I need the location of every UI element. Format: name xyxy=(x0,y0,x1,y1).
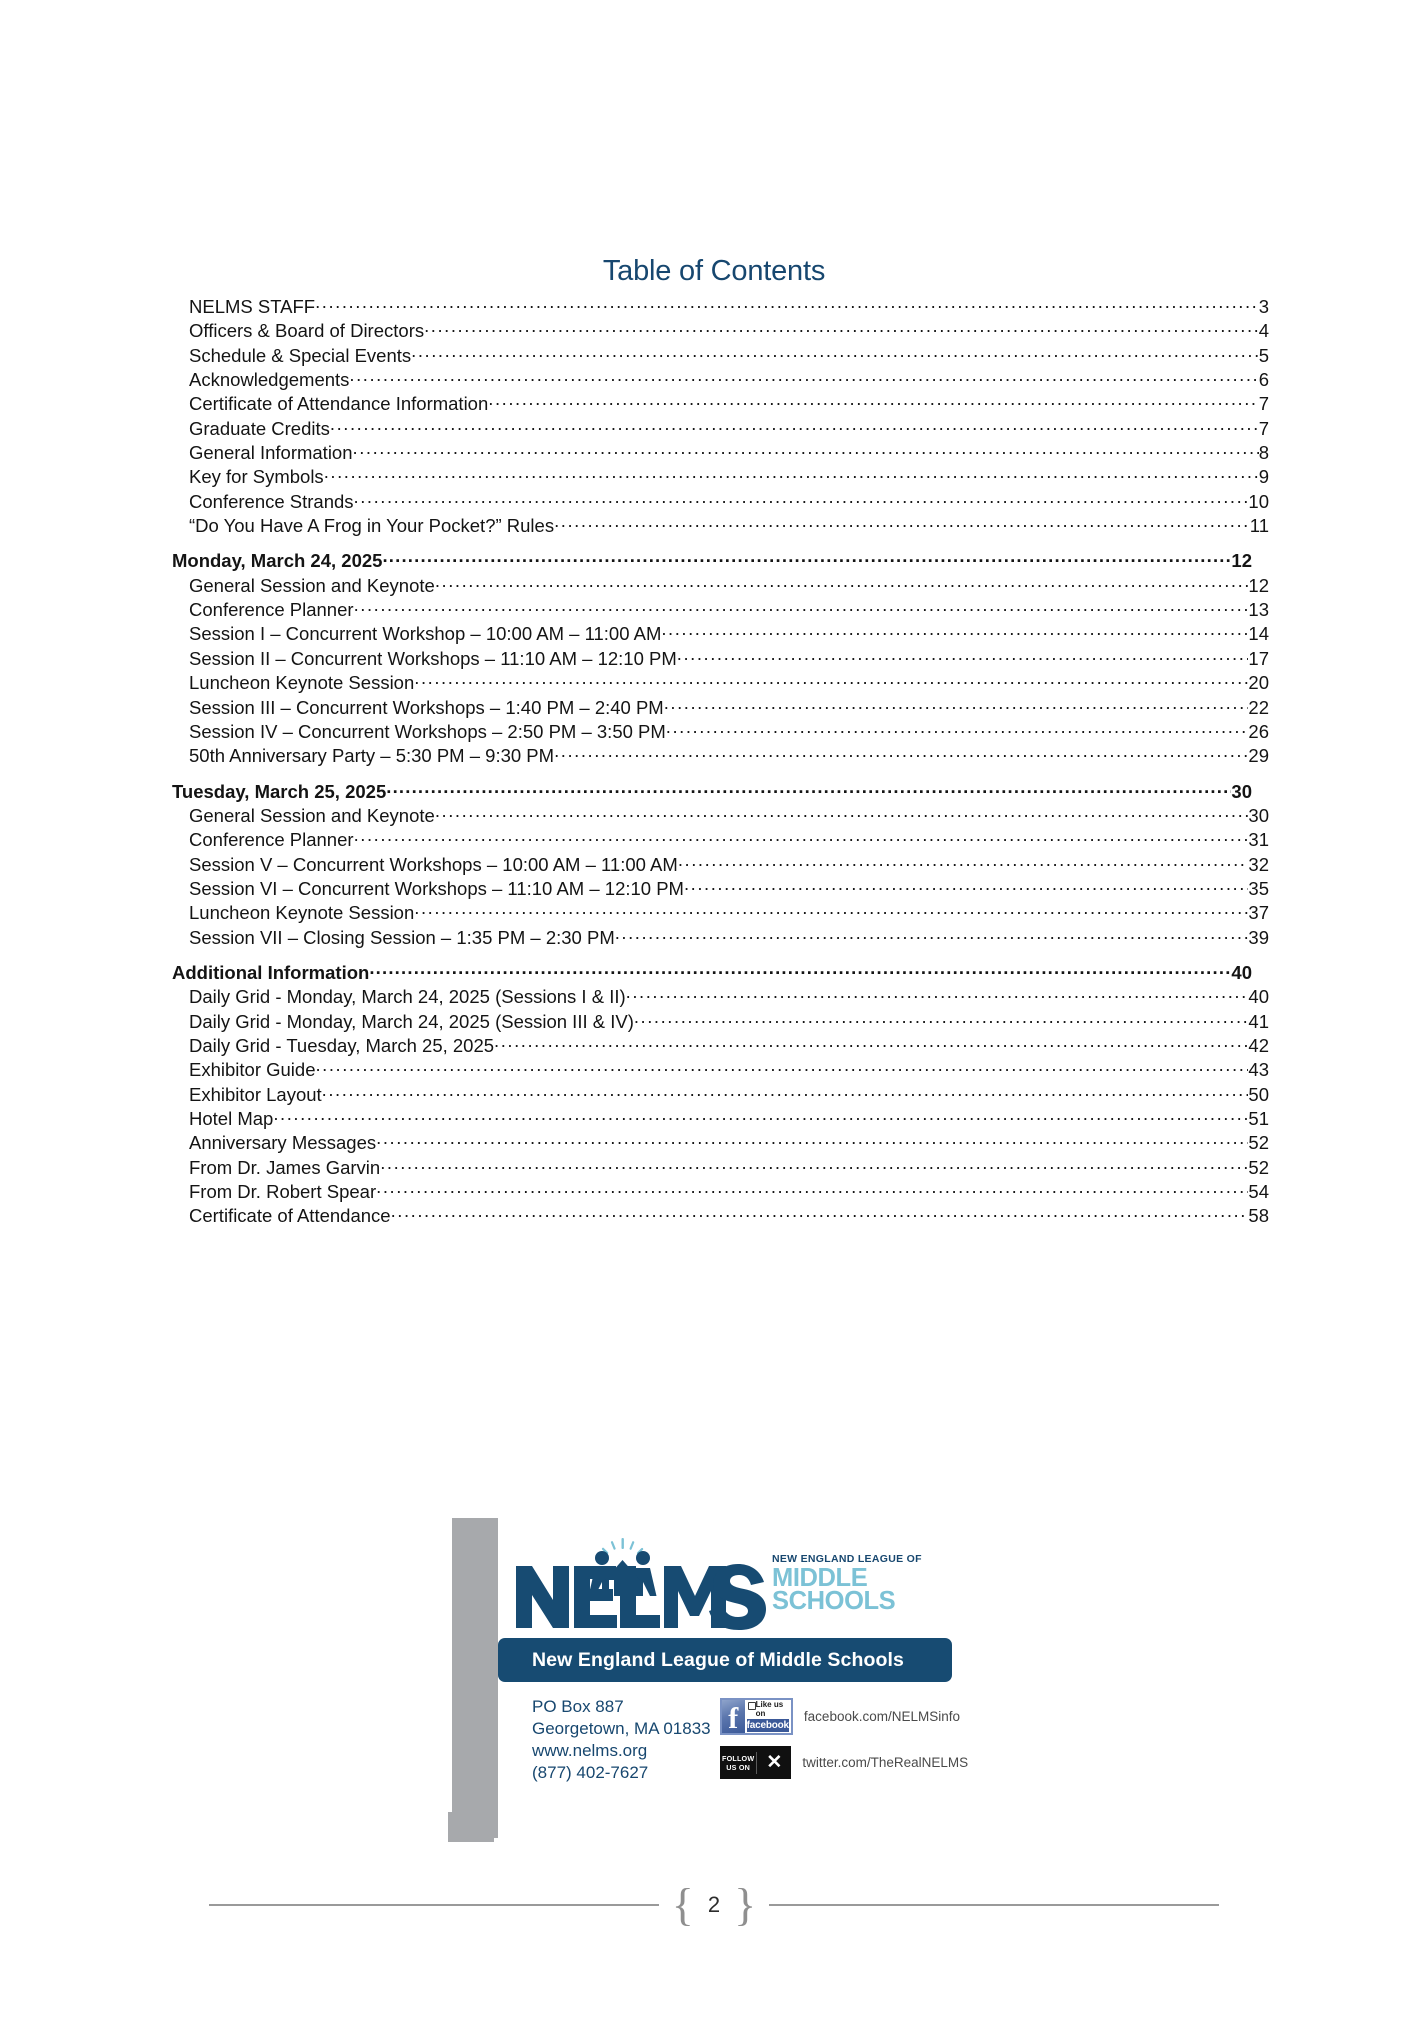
toc-entry-page: 31 xyxy=(1248,829,1269,851)
toc-leader-dots xyxy=(615,926,1249,944)
toc-entry[interactable] xyxy=(172,295,1269,319)
toc-entry[interactable] xyxy=(172,877,1269,901)
toc-entry-label: 50th Anniversary Party – 5:30 PM – 9:30 PM xyxy=(189,745,555,767)
toc-leader-dots xyxy=(330,417,1259,435)
toc-entry[interactable] xyxy=(172,490,1269,514)
twitter-row xyxy=(720,1746,969,1779)
toc-leader-dots xyxy=(369,961,1231,979)
toc-entry-page: 41 xyxy=(1248,1010,1269,1032)
toc-entry-label: General Session and Keynote xyxy=(189,804,435,826)
toc-entry[interactable] xyxy=(172,1204,1269,1228)
toc-entry-label: Conference Planner xyxy=(189,599,354,621)
toc-entry-label: Luncheon Keynote Session xyxy=(189,902,415,924)
toc-entry-page: 5 xyxy=(1258,344,1269,366)
toc-entry-label: Additional Information xyxy=(172,961,370,983)
toc-leader-dots xyxy=(386,780,1231,798)
toc-leader-dots xyxy=(315,295,1259,313)
toc-leader-dots xyxy=(380,1156,1248,1174)
page-footer xyxy=(0,1875,1428,1935)
toc-entry[interactable] xyxy=(172,671,1269,695)
toc-entry-page: 29 xyxy=(1248,745,1269,767)
toc-entry[interactable] xyxy=(172,696,1269,720)
tagline-middle: MIDDLE xyxy=(772,1563,868,1592)
social-links xyxy=(720,1698,969,1790)
toc-entry-label: Exhibitor Layout xyxy=(189,1083,322,1105)
toc-entry-page: 30 xyxy=(1248,804,1269,826)
toc-leader-dots xyxy=(382,549,1231,567)
facebook-url[interactable]: facebook.com/NELMSinfo xyxy=(803,1709,960,1724)
toc-entry-page: 7 xyxy=(1258,417,1269,439)
toc-entry-label: Schedule & Special Events xyxy=(189,344,412,366)
page-number: 2 xyxy=(707,1892,721,1917)
twitter-url[interactable]: twitter.com/TheRealNELMS xyxy=(802,1755,969,1770)
toc-entry-label: Tuesday, March 25, 2025 xyxy=(172,780,387,802)
toc-entry[interactable] xyxy=(172,1010,1269,1034)
toc-entry-page: 7 xyxy=(1258,393,1269,415)
toc-entry-label: “Do You Have A Frog in Your Pocket?” Rules xyxy=(189,515,555,537)
toc-entry-page: 30 xyxy=(1231,780,1252,802)
toc-entry[interactable] xyxy=(172,901,1269,925)
tagline-schools: SCHOOLS xyxy=(772,1586,896,1615)
toc-entry-page: 54 xyxy=(1248,1181,1269,1203)
toc-entry-label: Conference Planner xyxy=(189,829,354,851)
toc-entry[interactable] xyxy=(172,926,1269,950)
toc-entry[interactable] xyxy=(172,720,1269,744)
toc-entry-page: 51 xyxy=(1248,1108,1269,1129)
toc-entry-label: Officers & Board of Directors xyxy=(189,320,425,342)
toc-entry-page: 9 xyxy=(1258,466,1269,488)
toc-leader-dots xyxy=(494,1034,1248,1052)
toc-entry-page: 40 xyxy=(1248,986,1269,1008)
toc-entry-page: 3 xyxy=(1258,296,1269,317)
toc-entry-page: 37 xyxy=(1248,902,1269,924)
toc-entry-page: 43 xyxy=(1248,1059,1269,1081)
toc-leader-dots xyxy=(349,368,1258,386)
toc-entry[interactable] xyxy=(172,392,1269,416)
toc-entry-page: 17 xyxy=(1248,647,1269,669)
toc-entry-label: Daily Grid - Monday, March 24, 2025 (Session III & IV) xyxy=(189,1010,634,1032)
toc-entry-page: 10 xyxy=(1248,490,1269,512)
toc-leader-dots xyxy=(322,1083,1249,1101)
contact-po-box: PO Box 887 xyxy=(532,1697,624,1716)
toc-entry-page: 26 xyxy=(1248,720,1269,742)
toc-entry-page: 52 xyxy=(1248,1132,1269,1154)
toc-leader-dots xyxy=(488,392,1258,410)
contact-phone: (877) 402-7627 xyxy=(532,1763,649,1783)
toc-entry[interactable] xyxy=(172,744,1269,768)
toc-entry-page: 58 xyxy=(1248,1205,1269,1227)
toc-entry[interactable] xyxy=(172,1107,1269,1131)
toc-entry[interactable] xyxy=(172,344,1269,368)
toc-entry[interactable] xyxy=(172,574,1269,598)
toc-leader-dots xyxy=(666,720,1249,738)
toc-leader-dots xyxy=(376,1131,1248,1149)
toc-entry[interactable] xyxy=(172,441,1269,465)
toc-leader-dots xyxy=(273,1107,1248,1125)
toc-entry-page: 42 xyxy=(1248,1034,1269,1056)
twitter-follow-label: FOLLOW US ON xyxy=(722,1753,755,1772)
toc-entry-page: 8 xyxy=(1258,442,1269,464)
toc-leader-dots xyxy=(664,696,1249,714)
twitter-x-icon[interactable] xyxy=(720,1746,791,1779)
toc-leader-dots xyxy=(376,1180,1248,1198)
toc-entry[interactable] xyxy=(172,417,1269,441)
toc-entry-label: General Session and Keynote xyxy=(189,574,435,596)
toc-entry-label: Exhibitor Guide xyxy=(189,1059,316,1081)
toc-entry[interactable] xyxy=(172,1180,1269,1204)
toc-entry[interactable] xyxy=(172,1034,1269,1058)
toc-entry-page: 11 xyxy=(1249,515,1269,537)
toc-entry-page: 12 xyxy=(1231,550,1252,572)
footer-rule-right xyxy=(769,1904,1219,1906)
toc-entry-label: Session III – Concurrent Workshops – 1:40 PM – 2:40 PM xyxy=(189,696,664,718)
toc-leader-dots xyxy=(354,598,1249,616)
toc-entry-label: Monday, March 24, 2025 xyxy=(172,550,383,572)
toc-entry[interactable] xyxy=(172,1058,1269,1082)
facebook-like-label: Like us on xyxy=(747,1701,789,1719)
toc-entry-label: Luncheon Keynote Session xyxy=(189,672,415,694)
toc-leader-dots xyxy=(634,1010,1249,1028)
toc-entry[interactable] xyxy=(172,622,1269,646)
toc-entry-label: Certificate of Attendance xyxy=(189,1205,391,1227)
toc-entry-label: Session VI – Concurrent Workshops – 11:10 AM – 12:10 PM xyxy=(189,877,684,899)
toc-entry-label: General Information xyxy=(189,442,353,464)
toc-entry-label: Daily Grid - Tuesday, March 25, 2025 xyxy=(189,1034,495,1056)
contact-website[interactable]: www.nelms.org xyxy=(532,1741,648,1761)
toc-leader-dots xyxy=(626,985,1249,1003)
facebook-icon[interactable] xyxy=(720,1698,793,1735)
page-number-group: { 2 } xyxy=(671,1879,757,1930)
facebook-wordmark: facebook xyxy=(746,1720,789,1732)
toc-entry-label: Conference Strands xyxy=(189,490,354,512)
toc-entry[interactable] xyxy=(172,319,1269,343)
toc-entry[interactable] xyxy=(172,853,1269,877)
toc-entry[interactable] xyxy=(172,549,1252,573)
toc-entry-page: 12 xyxy=(1248,574,1269,596)
contact-city-state-zip: Georgetown, MA 01833 xyxy=(532,1719,711,1739)
toc-leader-dots xyxy=(677,647,1249,665)
toc-leader-dots xyxy=(353,441,1259,459)
toc-entry-label: Daily Grid - Monday, March 24, 2025 (Sessions I & II) xyxy=(189,986,626,1008)
decorative-gray-square xyxy=(448,1812,494,1842)
toc-entry[interactable] xyxy=(172,368,1269,392)
toc-leader-dots xyxy=(414,901,1248,919)
toc-entry-label: Session II – Concurrent Workshops – 11:10 AM – 12:10 PM xyxy=(189,647,677,669)
toc-leader-dots xyxy=(554,744,1248,762)
toc-leader-dots xyxy=(411,344,1259,362)
logo-row xyxy=(514,1528,954,1633)
toc-leader-dots xyxy=(435,804,1249,822)
toc-entry[interactable] xyxy=(172,465,1269,489)
toc-leader-dots xyxy=(391,1204,1249,1222)
toc-leader-dots xyxy=(315,1058,1248,1076)
table-of-contents xyxy=(172,295,1269,1229)
facebook-row xyxy=(720,1698,960,1735)
toc-entry[interactable] xyxy=(172,828,1269,852)
contact-info xyxy=(532,1696,711,1784)
toc-entry[interactable] xyxy=(172,780,1252,804)
toc-entry-page: 13 xyxy=(1248,599,1269,621)
toc-entry-label: From Dr. Robert Spear xyxy=(189,1181,377,1203)
toc-leader-dots xyxy=(324,465,1259,483)
organization-name-bar xyxy=(498,1638,952,1682)
toc-entry-page: 4 xyxy=(1258,320,1269,342)
footer-rule-left xyxy=(209,1904,659,1906)
toc-entry[interactable] xyxy=(172,647,1269,671)
toc-entry-page: 14 xyxy=(1248,623,1269,645)
toc-entry-label: Session IV – Concurrent Workshops – 2:50 PM – 3:50 PM xyxy=(189,720,666,742)
toc-leader-dots xyxy=(424,319,1259,337)
toc-entry-label: Session VII – Closing Session – 1:35 PM – 2:30 PM xyxy=(189,926,615,948)
toc-entry-label: Certificate of Attendance Information xyxy=(189,393,489,415)
tagline-small-text: NEW ENGLAND LEAGUE OF xyxy=(772,1553,922,1565)
x-glyph: ✕ xyxy=(766,1752,783,1773)
toc-entry[interactable] xyxy=(172,961,1252,985)
toc-leader-dots xyxy=(414,671,1248,689)
toc-entry[interactable] xyxy=(172,1131,1269,1155)
toc-leader-dots xyxy=(435,574,1249,592)
toc-leader-dots xyxy=(354,828,1249,846)
toc-entry[interactable] xyxy=(172,1156,1269,1180)
toc-leader-dots xyxy=(684,877,1248,895)
toc-entry-page: 22 xyxy=(1248,696,1269,718)
facebook-f-glyph: f xyxy=(722,1700,745,1733)
toc-leader-dots xyxy=(661,622,1248,640)
toc-entry-page: 6 xyxy=(1258,369,1269,391)
logo-tagline xyxy=(772,1554,922,1613)
toc-entry-label: Key for Symbols xyxy=(189,466,324,488)
toc-entry[interactable] xyxy=(172,598,1269,622)
toc-entry[interactable] xyxy=(172,514,1269,538)
toc-entry-page: 32 xyxy=(1248,853,1269,875)
toc-entry-page: 52 xyxy=(1248,1156,1269,1178)
organization-name: New England League of Middle Schools xyxy=(532,1648,904,1671)
toc-entry-label: From Dr. James Garvin xyxy=(189,1156,381,1178)
toc-entry-page: 35 xyxy=(1248,877,1269,899)
toc-entry-label: Acknowledgements xyxy=(189,369,350,391)
toc-entry[interactable] xyxy=(172,1083,1269,1107)
toc-entry-page: 40 xyxy=(1231,961,1252,983)
toc-entry-page: 20 xyxy=(1248,672,1269,694)
toc-leader-dots xyxy=(354,490,1249,508)
toc-entry-page: 39 xyxy=(1248,926,1269,948)
toc-entry-label: Graduate Credits xyxy=(189,417,330,439)
nelms-logo-block xyxy=(452,1518,969,1838)
toc-leader-dots xyxy=(678,853,1249,871)
decorative-gray-bar xyxy=(452,1518,498,1838)
toc-entry-label: Anniversary Messages xyxy=(189,1132,377,1154)
toc-entry[interactable] xyxy=(172,804,1269,828)
toc-entry-label: Session V – Concurrent Workshops – 10:00 AM – 11:00 AM xyxy=(189,853,678,875)
toc-entry-label: NELMS STAFF xyxy=(189,296,316,317)
nelms-wordmark-logo xyxy=(514,1538,766,1630)
page-title: Table of Contents xyxy=(602,255,826,287)
toc-leader-dots xyxy=(554,514,1250,532)
toc-entry-page: 50 xyxy=(1248,1083,1269,1105)
toc-entry[interactable] xyxy=(172,985,1269,1009)
toc-entry-label: Session I – Concurrent Workshop – 10:00 AM – 11:00 AM xyxy=(189,623,662,645)
toc-entry-label: Hotel Map xyxy=(189,1108,274,1129)
